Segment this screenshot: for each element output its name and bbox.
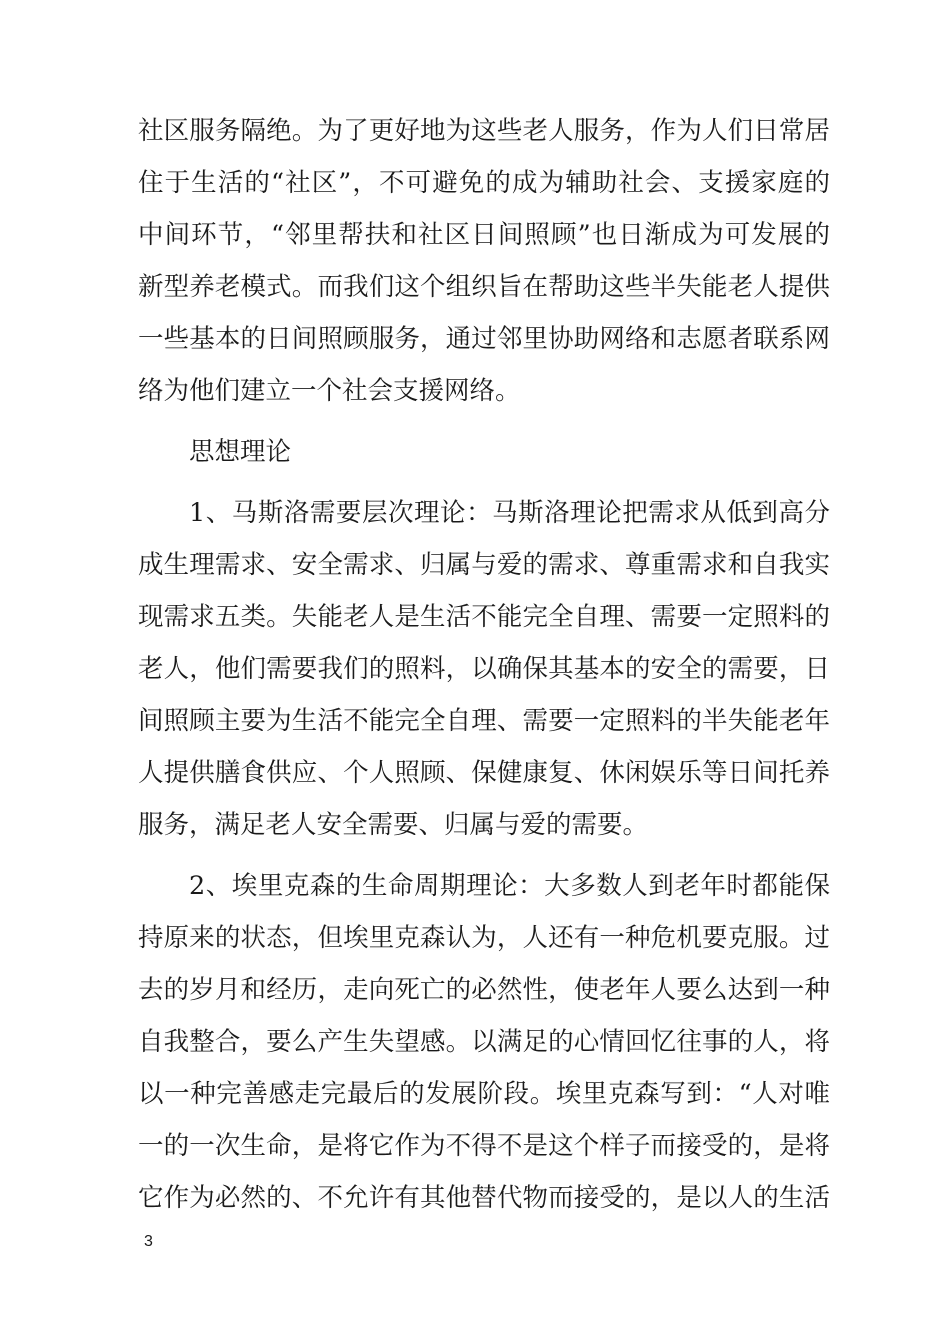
text-line: 2、埃里克森的生命周期理论：大多数人到老年时都能保 [189, 871, 830, 901]
text-line: 络为他们建立一个社会支援网络。 [138, 376, 521, 406]
text-line: 中间环节，“邻里帮扶和社区日间照顾”也日渐成为可发展的 [138, 220, 830, 250]
text-line: 以一种完善感走完最后的发展阶段。埃里克森写到：“人对唯 [138, 1079, 830, 1109]
paragraph-erikson-theory [138, 860, 830, 1224]
text-line: 人提供膳食供应、个人照顾、保健康复、休闲娱乐等日间托养 [138, 758, 830, 788]
text-line: 服务，满足老人安全需要、归属与爱的需要。 [138, 810, 649, 840]
text-line: 1、马斯洛需要层次理论：马斯洛理论把需求从低到高分 [189, 498, 830, 528]
text-line: 自我整合，要么产生失望感。以满足的心情回忆往事的人，将 [138, 1027, 830, 1057]
text-line: 持原来的状态，但埃里克森认为，人还有一种危机要克服。过 [138, 923, 830, 953]
text-line: 它作为必然的、不允许有其他替代物而接受的，是以人的生活 [138, 1183, 830, 1213]
text-line: 一的一次生命，是将它作为不得不是这个样子而接受的，是将 [138, 1131, 830, 1161]
text-line: 住于生活的“社区”，不可避免的成为辅助社会、支援家庭的 [138, 168, 830, 198]
section-heading [138, 426, 830, 478]
heading-text: 思想理论 [189, 437, 292, 467]
text-line: 社区服务隔绝。为了更好地为这些老人服务，作为人们日常居 [138, 116, 830, 146]
text-line: 去的岁月和经历，走向死亡的必然性，使老年人要么达到一种 [138, 975, 830, 1005]
text-line: 间照顾主要为生活不能完全自理、需要一定照料的半失能老年 [138, 706, 830, 736]
paragraph-community-service [138, 105, 830, 417]
text-line: 老人，他们需要我们的照料，以确保其基本的安全的需要，日 [138, 654, 830, 684]
text-line: 新型养老模式。而我们这个组织旨在帮助这些半失能老人提供 [138, 272, 830, 302]
text-line: 成生理需求、安全需求、归属与爱的需求、尊重需求和自我实 [138, 550, 830, 580]
text-body [138, 105, 830, 1224]
text-line: 一些基本的日间照顾服务，通过邻里协助网络和志愿者联系网 [138, 324, 830, 354]
paragraph-maslow-theory [138, 487, 830, 851]
text-line: 现需求五类。失能老人是生活不能完全自理、需要一定照料的 [138, 602, 830, 632]
page-number: 3 [144, 1233, 153, 1250]
